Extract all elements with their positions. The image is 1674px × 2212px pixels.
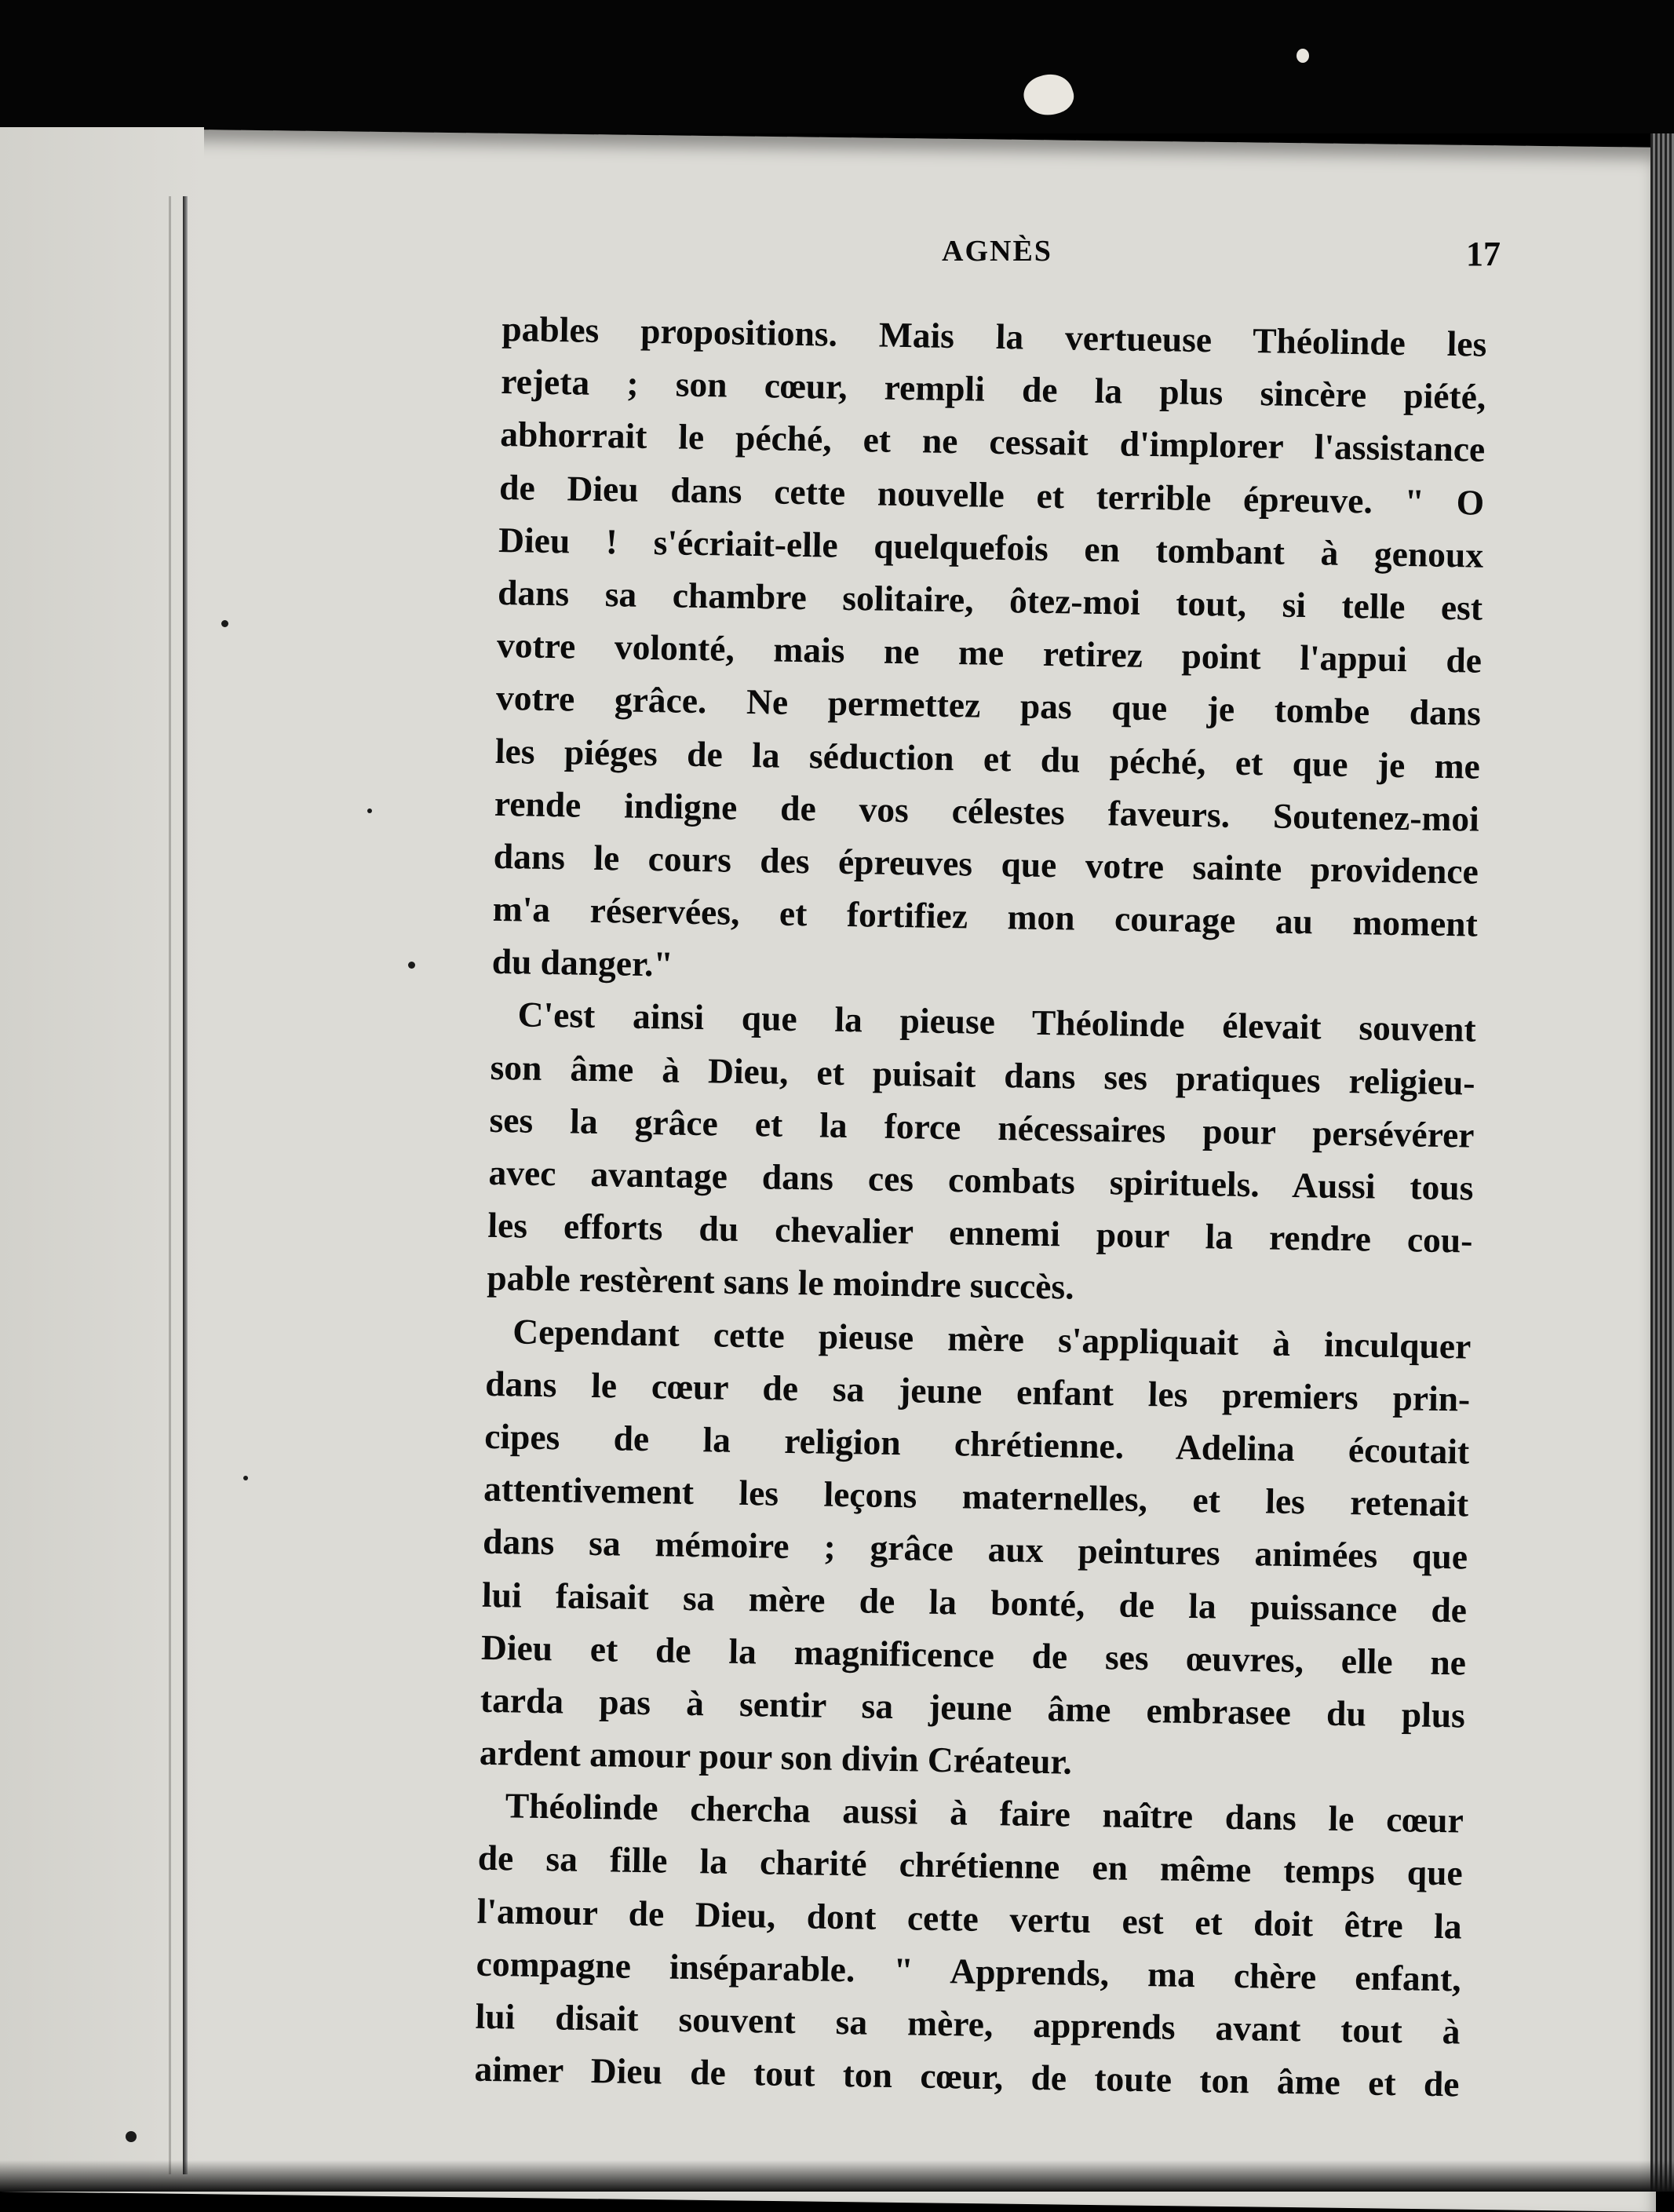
paragraph [491,302,1487,1003]
text-line: Dieu et de la magnificence de ses œuvres, elle ne [480,1626,1467,1683]
scan-speck [243,1476,248,1480]
text-line: Dieu ! s'écriait-elle quelquefois en tombant à genoux [498,519,1484,575]
scan-speck [126,2131,137,2142]
text-line: tarda pas à sentir sa jeune âme embrasee du plus [480,1679,1466,1736]
text-line: compagne inséparable. " Apprends, ma chère enfant, [476,1943,1462,1999]
text-line: abhorrait le péché, et ne cessait d'implorer l'assistance [499,414,1486,470]
text-line: de sa fille la charité chrétienne en même temps que [477,1838,1464,1893]
text-line: dans le cœur de sa jeune enfant les premiers prin- [484,1363,1471,1419]
text-line: ardent amour pour son divin Créateur. [479,1732,1073,1782]
text-line: dans sa mémoire ; grâce aux peintures animées que [482,1521,1468,1577]
text-line: m'a réservées, et fortifiez mon courage au moment [492,888,1479,944]
text-line: Théolinde chercha aussi à faire naître dans le cœur [505,1785,1464,1841]
page-number: 17 [1466,235,1501,273]
text-line: son âme à Dieu, et puisait dans ses pratiques religieu- [490,1046,1475,1103]
scan-background-bottom [0,2160,1674,2192]
page-stack-edge [1650,133,1674,2192]
text-line: cipes de la religion chrétienne. Adelina écoutait [483,1415,1470,1472]
text-line: pable restèrent sans le moindre succès. [487,1257,1074,1307]
text-line: dans sa chambre solitaire, ôtez-moi tout, si telle est [497,571,1483,628]
text-line: ses la grâce et la force nécessaires pour persévérer [489,1099,1475,1155]
text-line: rejeta ; son cœur, rempli de la plus sincère piété, [501,361,1486,417]
page-header [471,234,1507,281]
text-line: votre volonté, mais ne me retirez point l'appui de [496,625,1483,681]
paragraph [474,1779,1464,2111]
page-gutter-shadow [169,196,171,2174]
text-line: avec avantage dans ces combats spirituels. Aussi tous [488,1152,1474,1208]
text-line: votre grâce. Ne permettez pas que je tombe dans [495,677,1482,733]
text-line: dans le cours des épreuves que votre sainte providence [493,835,1479,892]
text-line: C'est ainsi que la pieuse Théolinde élevait souvent [517,994,1477,1050]
scan-speck [367,809,372,813]
text-line: rende indigne de vos célestes faveurs. Soutenez-moi [494,783,1480,839]
text-line: lui disait souvent sa mère, apprends avant tout à [475,1995,1461,2052]
paragraph [487,987,1476,1320]
text-line: l'amour de Dieu, dont cette vertu est et doit être la [476,1890,1463,1947]
body-text [474,302,1487,2111]
facing-page-margin [0,127,204,2192]
text-line: attentivement les leçons maternelles, et les retenait [483,1468,1469,1524]
text-line: pables propositions. Mais la vertueuse Théolinde les [501,308,1487,364]
scan-speck [221,620,228,627]
text-line: Cependant cette pieuse mère s'appliquait à inculquer [512,1310,1472,1367]
scan-background-top [0,0,1674,133]
running-head: AGNÈS [942,235,1052,268]
text-line: les efforts du chevalier ennemi pour la rendre cou- [487,1205,1473,1261]
text-line: de Dieu dans cette nouvelle et terrible épreuve. " O [498,466,1485,523]
page-gutter-line [183,196,188,2174]
text-line: du danger." [491,941,674,984]
paragraph [479,1304,1471,1794]
text-line: les piéges de la séduction et du péché, et que je me [494,730,1481,787]
scan-dust-spot [1297,49,1309,63]
scan-speck [408,962,415,969]
text-line: lui faisait sa mère de la bonté, de la puissance de [481,1574,1468,1630]
text-line: aimer Dieu de tout ton cœur, de toute ton âme et de [474,2048,1460,2104]
